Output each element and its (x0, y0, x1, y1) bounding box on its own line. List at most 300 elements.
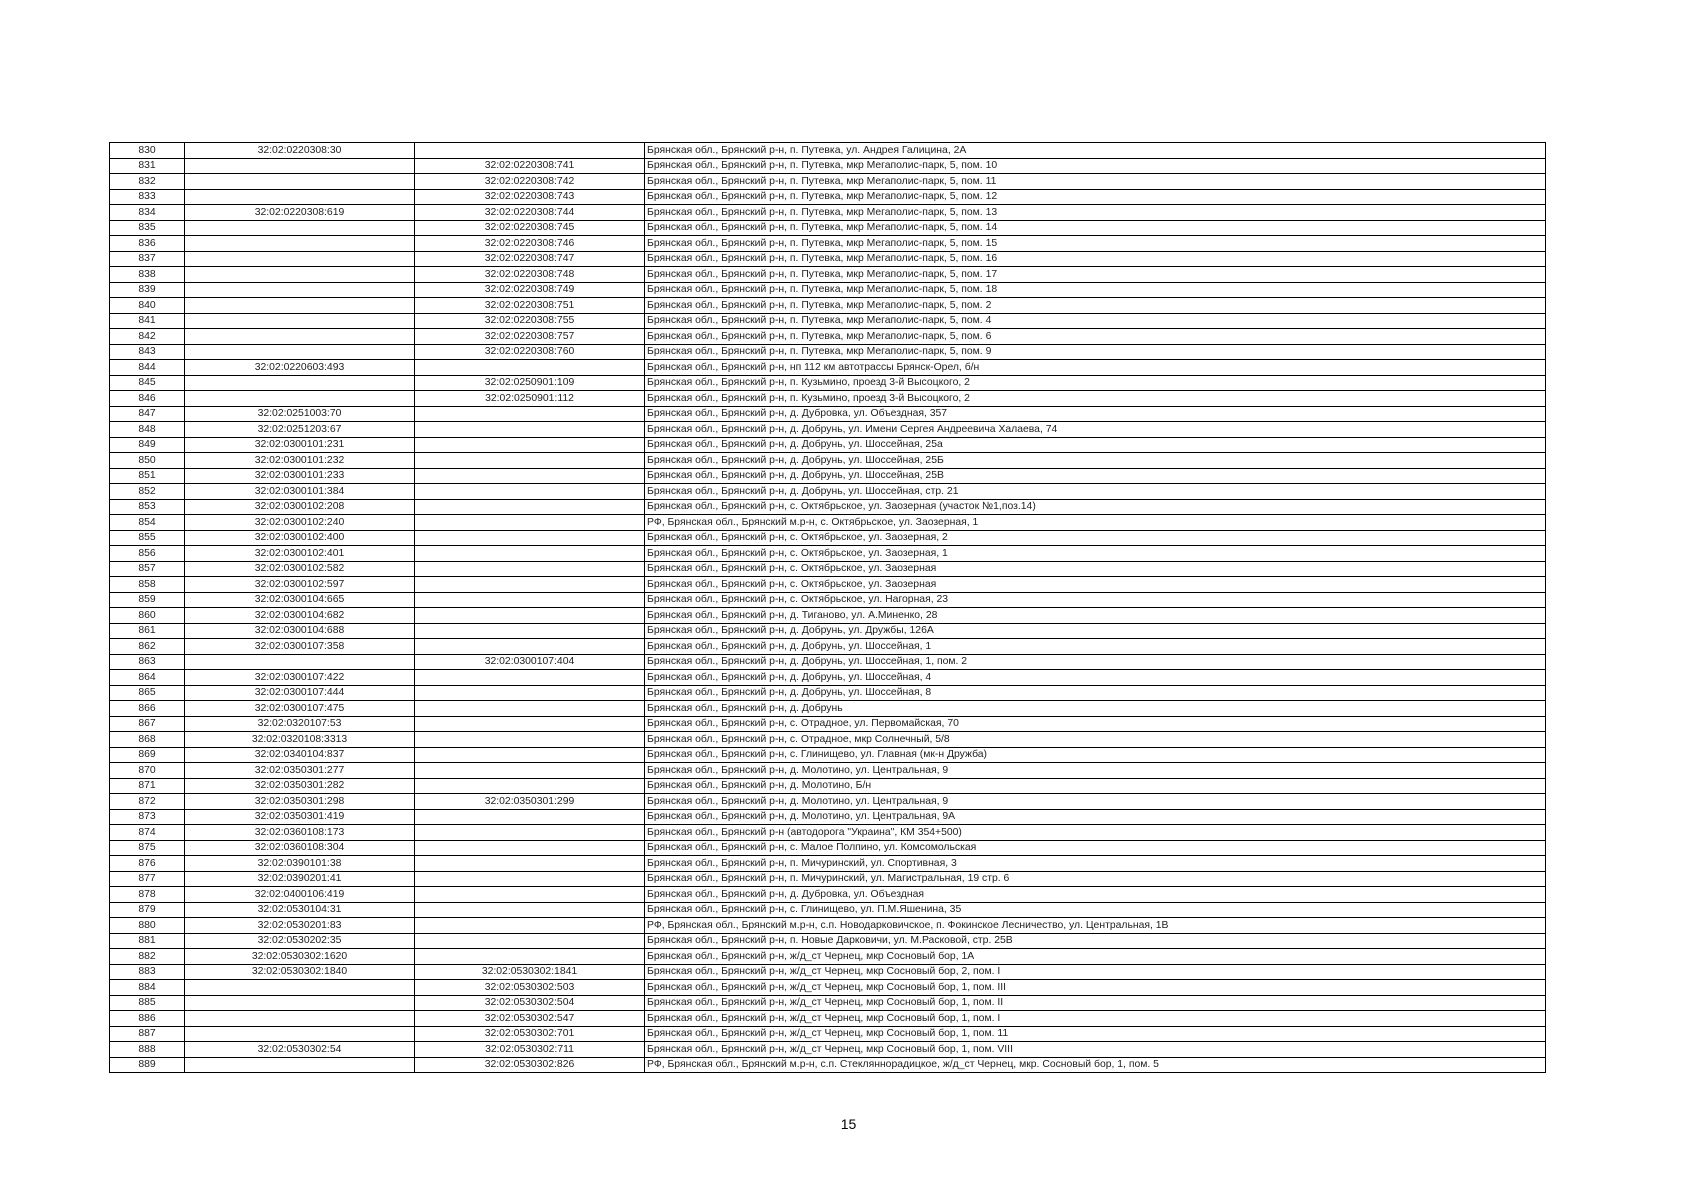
address-cell: Брянская обл., Брянский р-н, п. Мичуринский, ул. Магистральная, 19 стр. 6 (645, 871, 1546, 887)
building-cadastral-number-cell (415, 809, 645, 825)
address-cell: Брянская обл., Брянский р-н, д. Дубровка, ул. Объездная, 357 (645, 406, 1546, 422)
address-cell: Брянская обл., Брянский р-н, с. Малое Полпино, ул. Комсомольская (645, 840, 1546, 856)
row-number-cell: 857 (110, 561, 185, 577)
table-row (110, 592, 1546, 608)
land-cadastral-number-cell: 32:02:0530302:1620 (185, 949, 415, 965)
row-number-cell: 889 (110, 1057, 185, 1073)
land-cadastral-number-cell (185, 158, 415, 174)
row-number-cell: 880 (110, 918, 185, 934)
table-row (110, 701, 1546, 717)
row-number-cell: 858 (110, 577, 185, 593)
row-number-cell: 875 (110, 840, 185, 856)
building-cadastral-number-cell (415, 856, 645, 872)
building-cadastral-number-cell (415, 453, 645, 469)
row-number-cell: 854 (110, 515, 185, 531)
table-row (110, 577, 1546, 593)
row-number-cell: 850 (110, 453, 185, 469)
address-cell: Брянская обл., Брянский р-н, с. Глинищево, ул. П.М.Яшенина, 35 (645, 902, 1546, 918)
row-number-cell: 852 (110, 484, 185, 500)
address-cell: Брянская обл., Брянский р-н, ж/д_ст Чернец, мкр Сосновый бор, 1, пом. III (645, 980, 1546, 996)
table-row (110, 716, 1546, 732)
building-cadastral-number-cell: 32:02:0220308:744 (415, 205, 645, 221)
row-number-cell: 847 (110, 406, 185, 422)
row-number-cell: 830 (110, 143, 185, 159)
row-number-cell: 832 (110, 174, 185, 190)
land-cadastral-number-cell: 32:02:0220308:30 (185, 143, 415, 159)
address-cell: Брянская обл., Брянский р-н, ж/д_ст Чернец, мкр Сосновый бор, 1, пом. I (645, 1011, 1546, 1027)
land-cadastral-number-cell (185, 980, 415, 996)
table-row (110, 313, 1546, 329)
table-row (110, 1042, 1546, 1058)
building-cadastral-number-cell (415, 825, 645, 841)
address-cell: Брянская обл., Брянский р-н, п. Путевка, мкр Мегаполис-парк, 5, пом. 12 (645, 189, 1546, 205)
row-number-cell: 876 (110, 856, 185, 872)
land-cadastral-number-cell (185, 995, 415, 1011)
land-cadastral-number-cell: 32:02:0300104:688 (185, 623, 415, 639)
address-cell: Брянская обл., Брянский р-н, с. Октябрьское, ул. Заозерная (участок №1,поз.14) (645, 499, 1546, 515)
table-row (110, 685, 1546, 701)
address-cell: Брянская обл., Брянский р-н, п. Путевка, мкр Мегаполис-парк, 5, пом. 14 (645, 220, 1546, 236)
address-cell: Брянская обл., Брянский р-н, д. Добрунь, ул. Шоссейная, 25а (645, 437, 1546, 453)
row-number-cell: 885 (110, 995, 185, 1011)
address-cell: Брянская обл., Брянский р-н, д. Добрунь, ул. Шоссейная, 25Б (645, 453, 1546, 469)
land-cadastral-number-cell: 32:02:0300107:358 (185, 639, 415, 655)
building-cadastral-number-cell: 32:02:0530302:701 (415, 1026, 645, 1042)
row-number-cell: 838 (110, 267, 185, 283)
address-cell: Брянская обл., Брянский р-н, п. Кузьмино, проезд 3-й Высоцкого, 2 (645, 391, 1546, 407)
land-cadastral-number-cell: 32:02:0530302:54 (185, 1042, 415, 1058)
land-cadastral-number-cell (185, 1011, 415, 1027)
table-row (110, 871, 1546, 887)
building-cadastral-number-cell (415, 360, 645, 376)
table-row (110, 794, 1546, 810)
land-cadastral-number-cell (185, 236, 415, 252)
row-number-cell: 873 (110, 809, 185, 825)
table-row (110, 561, 1546, 577)
address-cell: Брянская обл., Брянский р-н, д. Добрунь, ул. Шоссейная, 25В (645, 468, 1546, 484)
table-row (110, 530, 1546, 546)
table-row (110, 298, 1546, 314)
land-cadastral-number-cell: 32:02:0300101:232 (185, 453, 415, 469)
land-cadastral-number-cell (185, 298, 415, 314)
address-cell: Брянская обл., Брянский р-н, д. Молотино, ул. Центральная, 9 (645, 794, 1546, 810)
building-cadastral-number-cell (415, 406, 645, 422)
row-number-cell: 834 (110, 205, 185, 221)
building-cadastral-number-cell (415, 499, 645, 515)
table-row (110, 329, 1546, 345)
address-cell: Брянская обл., Брянский р-н, ж/д_ст Чернец, мкр Сосновый бор, 1А (645, 949, 1546, 965)
table-row (110, 902, 1546, 918)
table-body (110, 143, 1546, 1073)
table-row (110, 499, 1546, 515)
table-row (110, 995, 1546, 1011)
address-cell: Брянская обл., Брянский р-н, д. Добрунь, ул. Дружбы, 126А (645, 623, 1546, 639)
row-number-cell: 863 (110, 654, 185, 670)
table-row (110, 778, 1546, 794)
building-cadastral-number-cell (415, 623, 645, 639)
table-row (110, 546, 1546, 562)
building-cadastral-number-cell (415, 143, 645, 159)
land-cadastral-number-cell (185, 313, 415, 329)
table-row (110, 391, 1546, 407)
land-cadastral-number-cell: 32:02:0300102:400 (185, 530, 415, 546)
row-number-cell: 861 (110, 623, 185, 639)
row-number-cell: 874 (110, 825, 185, 841)
land-cadastral-number-cell (185, 391, 415, 407)
table-row (110, 608, 1546, 624)
table-row (110, 623, 1546, 639)
page-number: 15 (840, 1116, 857, 1132)
row-number-cell: 849 (110, 437, 185, 453)
row-number-cell: 864 (110, 670, 185, 686)
land-cadastral-number-cell: 32:02:0300104:665 (185, 592, 415, 608)
table-row (110, 856, 1546, 872)
land-cadastral-number-cell: 32:02:0530104:31 (185, 902, 415, 918)
building-cadastral-number-cell: 32:02:0220308:747 (415, 251, 645, 267)
land-cadastral-number-cell: 32:02:0300107:475 (185, 701, 415, 717)
building-cadastral-number-cell (415, 918, 645, 934)
row-number-cell: 841 (110, 313, 185, 329)
row-number-cell: 836 (110, 236, 185, 252)
building-cadastral-number-cell: 32:02:0350301:299 (415, 794, 645, 810)
building-cadastral-number-cell (415, 902, 645, 918)
address-cell: Брянская обл., Брянский р-н, п. Путевка, мкр Мегаполис-парк, 5, пом. 13 (645, 205, 1546, 221)
address-cell: Брянская обл., Брянский р-н, нп 112 км автотрассы Брянск-Орел, б/н (645, 360, 1546, 376)
land-cadastral-number-cell: 32:02:0300102:401 (185, 546, 415, 562)
address-cell: Брянская обл., Брянский р-н, п. Кузьмино, проезд 3-й Высоцкого, 2 (645, 375, 1546, 391)
row-number-cell: 878 (110, 887, 185, 903)
table-row (110, 484, 1546, 500)
address-cell: Брянская обл., Брянский р-н, с. Октябрьское, ул. Нагорная, 23 (645, 592, 1546, 608)
address-cell: Брянская обл., Брянский р-н, с. Отрадное, мкр Солнечный, 5/8 (645, 732, 1546, 748)
land-cadastral-number-cell (185, 1057, 415, 1073)
table-row (110, 174, 1546, 190)
building-cadastral-number-cell (415, 887, 645, 903)
address-cell: Брянская обл., Брянский р-н, ж/д_ст Чернец, мкр Сосновый бор, 1, пом. VIII (645, 1042, 1546, 1058)
land-cadastral-number-cell: 32:02:0350301:282 (185, 778, 415, 794)
address-cell: Брянская обл., Брянский р-н, с. Отрадное, ул. Первомайская, 70 (645, 716, 1546, 732)
row-number-cell: 867 (110, 716, 185, 732)
land-cadastral-number-cell: 32:02:0300107:422 (185, 670, 415, 686)
table-row (110, 747, 1546, 763)
land-cadastral-number-cell (185, 1026, 415, 1042)
address-cell: Брянская обл., Брянский р-н, д. Тиганово, ул. А.Миненко, 28 (645, 608, 1546, 624)
address-cell: Брянская обл., Брянский р-н, с. Октябрьское, ул. Заозерная (645, 561, 1546, 577)
row-number-cell: 869 (110, 747, 185, 763)
land-cadastral-number-cell: 32:02:0320107:53 (185, 716, 415, 732)
row-number-cell: 881 (110, 933, 185, 949)
address-cell: Брянская обл., Брянский р-н, п. Путевка, мкр Мегаполис-парк, 5, пом. 11 (645, 174, 1546, 190)
building-cadastral-number-cell (415, 639, 645, 655)
table-row (110, 918, 1546, 934)
building-cadastral-number-cell (415, 840, 645, 856)
land-cadastral-number-cell: 32:02:0350301:298 (185, 794, 415, 810)
building-cadastral-number-cell (415, 685, 645, 701)
address-cell: Брянская обл., Брянский р-н, п. Путевка, мкр Мегаполис-парк, 5, пом. 15 (645, 236, 1546, 252)
address-cell: РФ, Брянская обл., Брянский м.р-н, с.п. Стекляннорадицкое, ж/д_ст Чернец, мкр. Сосновый бор, 1, пом. 5 (645, 1057, 1546, 1073)
building-cadastral-number-cell (415, 577, 645, 593)
table-row (110, 840, 1546, 856)
table-row (110, 887, 1546, 903)
table-row (110, 809, 1546, 825)
building-cadastral-number-cell: 32:02:0530302:826 (415, 1057, 645, 1073)
row-number-cell: 831 (110, 158, 185, 174)
building-cadastral-number-cell (415, 608, 645, 624)
table-row (110, 267, 1546, 283)
address-cell: Брянская обл., Брянский р-н, п. Путевка, ул. Андрея Галицина, 2А (645, 143, 1546, 159)
building-cadastral-number-cell (415, 546, 645, 562)
address-cell: Брянская обл., Брянский р-н, д. Добрунь, ул. Шоссейная, 8 (645, 685, 1546, 701)
address-cell: Брянская обл., Брянский р-н, д. Добрунь, ул. Шоссейная, 1 (645, 639, 1546, 655)
land-cadastral-number-cell (185, 189, 415, 205)
land-cadastral-number-cell (185, 220, 415, 236)
row-number-cell: 859 (110, 592, 185, 608)
building-cadastral-number-cell (415, 949, 645, 965)
address-cell: Брянская обл., Брянский р-н, ж/д_ст Чернец, мкр Сосновый бор, 1, пом. 11 (645, 1026, 1546, 1042)
table-row (110, 143, 1546, 159)
building-cadastral-number-cell (415, 561, 645, 577)
address-cell: Брянская обл., Брянский р-н, д. Добрунь (645, 701, 1546, 717)
table-row (110, 189, 1546, 205)
building-cadastral-number-cell: 32:02:0530302:711 (415, 1042, 645, 1058)
address-cell: Брянская обл., Брянский р-н, с. Октябрьское, ул. Заозерная, 1 (645, 546, 1546, 562)
building-cadastral-number-cell: 32:02:0220308:757 (415, 329, 645, 345)
land-cadastral-number-cell: 32:02:0320108:3313 (185, 732, 415, 748)
address-cell: Брянская обл., Брянский р-н, п. Мичуринский, ул. Спортивная, 3 (645, 856, 1546, 872)
row-number-cell: 888 (110, 1042, 185, 1058)
row-number-cell: 862 (110, 639, 185, 655)
land-cadastral-number-cell: 32:02:0340104:837 (185, 747, 415, 763)
table-row (110, 422, 1546, 438)
building-cadastral-number-cell: 32:02:0300107:404 (415, 654, 645, 670)
land-cadastral-number-cell (185, 251, 415, 267)
row-number-cell: 856 (110, 546, 185, 562)
table-row (110, 763, 1546, 779)
building-cadastral-number-cell (415, 468, 645, 484)
land-cadastral-number-cell (185, 375, 415, 391)
table-row (110, 220, 1546, 236)
land-cadastral-number-cell (185, 282, 415, 298)
table-row (110, 375, 1546, 391)
row-number-cell: 855 (110, 530, 185, 546)
table-row (110, 515, 1546, 531)
row-number-cell: 853 (110, 499, 185, 515)
land-cadastral-number-cell: 32:02:0220603:493 (185, 360, 415, 376)
land-cadastral-number-cell: 32:02:0300102:597 (185, 577, 415, 593)
address-cell: Брянская обл., Брянский р-н, д. Молотино, ул. Центральная, 9А (645, 809, 1546, 825)
land-cadastral-number-cell: 32:02:0390201:41 (185, 871, 415, 887)
address-cell: Брянская обл., Брянский р-н, п. Новые Дарковичи, ул. М.Расковой, стр. 25В (645, 933, 1546, 949)
address-cell: Брянская обл., Брянский р-н, п. Путевка, мкр Мегаполис-парк, 5, пом. 2 (645, 298, 1546, 314)
table-row (110, 344, 1546, 360)
land-cadastral-number-cell (185, 267, 415, 283)
building-cadastral-number-cell: 32:02:0530302:547 (415, 1011, 645, 1027)
land-cadastral-number-cell (185, 174, 415, 190)
table-row (110, 639, 1546, 655)
table-row (110, 437, 1546, 453)
row-number-cell: 871 (110, 778, 185, 794)
row-number-cell: 887 (110, 1026, 185, 1042)
land-cadastral-number-cell: 32:02:0220308:619 (185, 205, 415, 221)
building-cadastral-number-cell: 32:02:0220308:751 (415, 298, 645, 314)
row-number-cell: 835 (110, 220, 185, 236)
building-cadastral-number-cell (415, 747, 645, 763)
building-cadastral-number-cell (415, 716, 645, 732)
address-cell: РФ, Брянская обл., Брянский м.р-н, с.п. Новодарковичское, п. Фокинское Лесничество, ул. Центральная, 1В (645, 918, 1546, 934)
building-cadastral-number-cell (415, 763, 645, 779)
table-row (110, 236, 1546, 252)
land-cadastral-number-cell: 32:02:0360108:173 (185, 825, 415, 841)
table-row (110, 964, 1546, 980)
land-cadastral-number-cell: 32:02:0251203:67 (185, 422, 415, 438)
building-cadastral-number-cell (415, 437, 645, 453)
building-cadastral-number-cell: 32:02:0530302:1841 (415, 964, 645, 980)
land-cadastral-number-cell: 32:02:0530201:83 (185, 918, 415, 934)
row-number-cell: 883 (110, 964, 185, 980)
address-cell: Брянская обл., Брянский р-н, п. Путевка, мкр Мегаполис-парк, 5, пом. 4 (645, 313, 1546, 329)
row-number-cell: 842 (110, 329, 185, 345)
building-cadastral-number-cell: 32:02:0250901:112 (415, 391, 645, 407)
row-number-cell: 872 (110, 794, 185, 810)
row-number-cell: 839 (110, 282, 185, 298)
table-row (110, 360, 1546, 376)
table-row (110, 654, 1546, 670)
land-cadastral-number-cell: 32:02:0300102:240 (185, 515, 415, 531)
row-number-cell: 848 (110, 422, 185, 438)
table-row (110, 732, 1546, 748)
row-number-cell: 837 (110, 251, 185, 267)
row-number-cell: 840 (110, 298, 185, 314)
table-row (110, 933, 1546, 949)
building-cadastral-number-cell: 32:02:0220308:746 (415, 236, 645, 252)
building-cadastral-number-cell (415, 484, 645, 500)
building-cadastral-number-cell (415, 670, 645, 686)
land-cadastral-number-cell: 32:02:0300102:208 (185, 499, 415, 515)
address-cell: Брянская обл., Брянский р-н, п. Путевка, мкр Мегаполис-парк, 5, пом. 17 (645, 267, 1546, 283)
address-cell: Брянская обл., Брянский р-н, д. Добрунь, ул. Имени Сергея Андреевича Халаева, 74 (645, 422, 1546, 438)
row-number-cell: 844 (110, 360, 185, 376)
address-cell: Брянская обл., Брянский р-н, п. Путевка, мкр Мегаполис-парк, 5, пом. 18 (645, 282, 1546, 298)
building-cadastral-number-cell: 32:02:0220308:749 (415, 282, 645, 298)
building-cadastral-number-cell (415, 732, 645, 748)
building-cadastral-number-cell: 32:02:0220308:742 (415, 174, 645, 190)
building-cadastral-number-cell (415, 871, 645, 887)
land-cadastral-number-cell: 32:02:0530202:35 (185, 933, 415, 949)
land-cadastral-number-cell: 32:02:0251003:70 (185, 406, 415, 422)
row-number-cell: 860 (110, 608, 185, 624)
address-cell: Брянская обл., Брянский р-н, д. Дубровка, ул. Объездная (645, 887, 1546, 903)
address-cell: Брянская обл., Брянский р-н, д. Молотино, ул. Центральная, 9 (645, 763, 1546, 779)
land-cadastral-number-cell: 32:02:0400106:419 (185, 887, 415, 903)
land-cadastral-number-cell: 32:02:0300102:582 (185, 561, 415, 577)
land-cadastral-number-cell: 32:02:0390101:38 (185, 856, 415, 872)
building-cadastral-number-cell: 32:02:0220308:745 (415, 220, 645, 236)
building-cadastral-number-cell (415, 933, 645, 949)
address-cell: Брянская обл., Брянский р-н, п. Путевка, мкр Мегаполис-парк, 5, пом. 10 (645, 158, 1546, 174)
land-cadastral-number-cell: 32:02:0350301:277 (185, 763, 415, 779)
address-cell: Брянская обл., Брянский р-н, п. Путевка, мкр Мегаполис-парк, 5, пом. 6 (645, 329, 1546, 345)
building-cadastral-number-cell: 32:02:0220308:748 (415, 267, 645, 283)
address-cell: Брянская обл., Брянский р-н, с. Октябрьское, ул. Заозерная (645, 577, 1546, 593)
row-number-cell: 845 (110, 375, 185, 391)
land-cadastral-number-cell: 32:02:0350301:419 (185, 809, 415, 825)
row-number-cell: 846 (110, 391, 185, 407)
address-cell: РФ, Брянская обл., Брянский м.р-н, с. Октябрьское, ул. Заозерная, 1 (645, 515, 1546, 531)
table-row (110, 251, 1546, 267)
property-table (109, 142, 1546, 1073)
row-number-cell: 870 (110, 763, 185, 779)
table-row (110, 1011, 1546, 1027)
building-cadastral-number-cell: 32:02:0220308:755 (415, 313, 645, 329)
table-row (110, 158, 1546, 174)
row-number-cell: 877 (110, 871, 185, 887)
building-cadastral-number-cell: 32:02:0220308:743 (415, 189, 645, 205)
address-cell: Брянская обл., Брянский р-н, д. Добрунь, ул. Шоссейная, стр. 21 (645, 484, 1546, 500)
table-row (110, 468, 1546, 484)
row-number-cell: 879 (110, 902, 185, 918)
row-number-cell: 886 (110, 1011, 185, 1027)
address-cell: Брянская обл., Брянский р-н, п. Путевка, мкр Мегаполис-парк, 5, пом. 16 (645, 251, 1546, 267)
table-row (110, 282, 1546, 298)
row-number-cell: 865 (110, 685, 185, 701)
table-row (110, 205, 1546, 221)
land-cadastral-number-cell (185, 344, 415, 360)
address-cell: Брянская обл., Брянский р-н, д. Молотино, Б/н (645, 778, 1546, 794)
row-number-cell: 868 (110, 732, 185, 748)
table-row (110, 825, 1546, 841)
building-cadastral-number-cell (415, 422, 645, 438)
table-row (110, 980, 1546, 996)
address-cell: Брянская обл., Брянский р-н, ж/д_ст Чернец, мкр Сосновый бор, 1, пом. II (645, 995, 1546, 1011)
land-cadastral-number-cell (185, 654, 415, 670)
row-number-cell: 851 (110, 468, 185, 484)
table-row (110, 1026, 1546, 1042)
land-cadastral-number-cell: 32:02:0300107:444 (185, 685, 415, 701)
address-cell: Брянская обл., Брянский р-н, с. Октябрьское, ул. Заозерная, 2 (645, 530, 1546, 546)
building-cadastral-number-cell (415, 592, 645, 608)
table-row (110, 670, 1546, 686)
building-cadastral-number-cell (415, 515, 645, 531)
row-number-cell: 833 (110, 189, 185, 205)
building-cadastral-number-cell (415, 530, 645, 546)
building-cadastral-number-cell: 32:02:0220308:741 (415, 158, 645, 174)
land-cadastral-number-cell (185, 329, 415, 345)
row-number-cell: 882 (110, 949, 185, 965)
address-cell: Брянская обл., Брянский р-н, д. Добрунь, ул. Шоссейная, 1, пом. 2 (645, 654, 1546, 670)
address-cell: Брянская обл., Брянский р-н, с. Глинищево, ул. Главная (мк-н Дружба) (645, 747, 1546, 763)
land-cadastral-number-cell: 32:02:0530302:1840 (185, 964, 415, 980)
row-number-cell: 866 (110, 701, 185, 717)
table-row (110, 949, 1546, 965)
building-cadastral-number-cell: 32:02:0220308:760 (415, 344, 645, 360)
table-row (110, 453, 1546, 469)
address-cell: Брянская обл., Брянский р-н (автодорога "Украина", КМ 354+500) (645, 825, 1546, 841)
address-cell: Брянская обл., Брянский р-н, ж/д_ст Чернец, мкр Сосновый бор, 2, пом. I (645, 964, 1546, 980)
table-row (110, 1057, 1546, 1073)
land-cadastral-number-cell: 32:02:0300101:384 (185, 484, 415, 500)
building-cadastral-number-cell: 32:02:0530302:503 (415, 980, 645, 996)
building-cadastral-number-cell: 32:02:0530302:504 (415, 995, 645, 1011)
address-cell: Брянская обл., Брянский р-н, д. Добрунь, ул. Шоссейная, 4 (645, 670, 1546, 686)
table-row (110, 406, 1546, 422)
building-cadastral-number-cell (415, 701, 645, 717)
land-cadastral-number-cell: 32:02:0300101:233 (185, 468, 415, 484)
row-number-cell: 884 (110, 980, 185, 996)
land-cadastral-number-cell: 32:02:0360108:304 (185, 840, 415, 856)
land-cadastral-number-cell: 32:02:0300104:682 (185, 608, 415, 624)
land-cadastral-number-cell: 32:02:0300101:231 (185, 437, 415, 453)
building-cadastral-number-cell (415, 778, 645, 794)
